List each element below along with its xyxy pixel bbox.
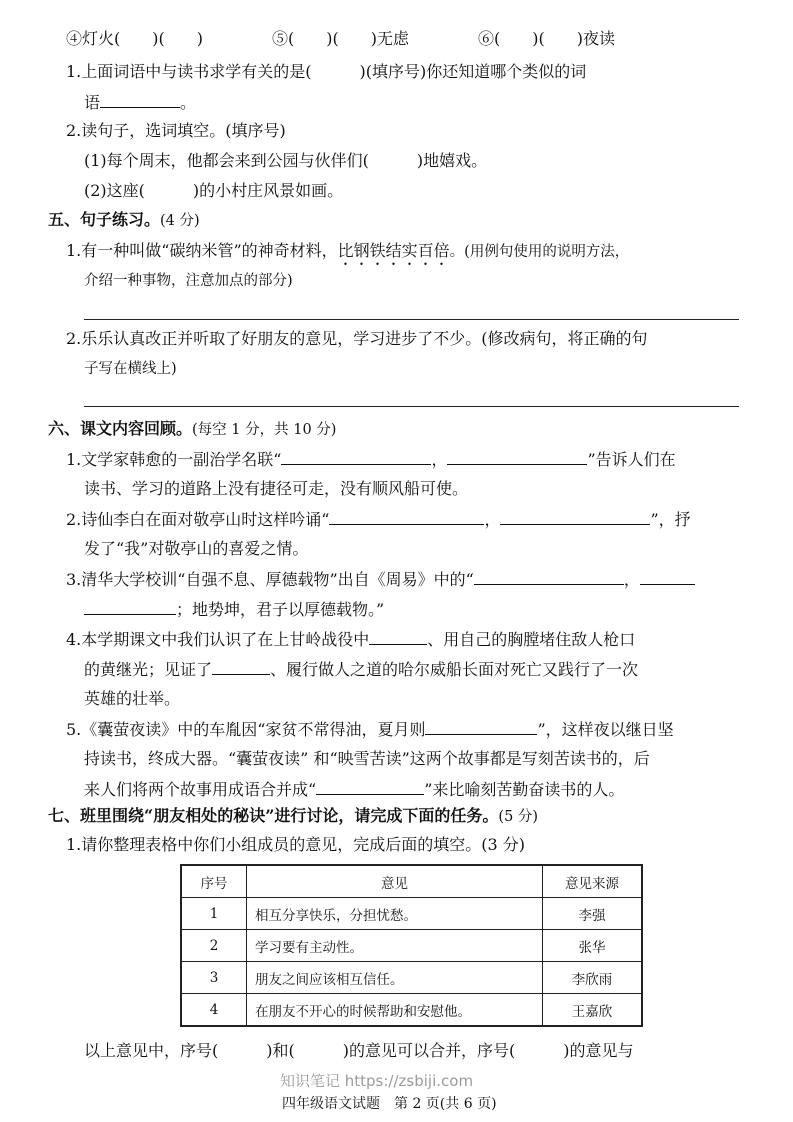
q5-1-line2: 介绍一种事物，注意加点的部分) bbox=[84, 273, 293, 289]
q4-1-line2-post: 。 bbox=[180, 93, 197, 112]
word-item-6: ⑥( )( )夜读 bbox=[478, 29, 615, 48]
dotted-phrase: 比钢铁结实百倍 bbox=[337, 241, 450, 260]
table-row bbox=[181, 994, 642, 1027]
q4-2-sentence-2: (2)这座( )的小村庄风景如画。 bbox=[84, 181, 344, 200]
opinion-table bbox=[180, 864, 643, 1027]
q6-2-tail: ”，抒 bbox=[650, 510, 691, 529]
q5-2-line1: 2.乐乐认真改正并听取了好朋友的意见，学习进步了不少。(修改病句，将正确的句 bbox=[66, 329, 648, 348]
q6-4-line1 bbox=[66, 628, 635, 651]
row-number: 2 bbox=[181, 930, 247, 962]
opinion-text: 相互分享快乐，分担忧愁。 bbox=[247, 898, 543, 930]
q6-4-line2-tail: 、履行做人之道的哈尔威船长面对死亡又践行了一次 bbox=[270, 660, 639, 679]
column-header: 意见来源 bbox=[543, 865, 643, 898]
section-7-heading bbox=[48, 805, 538, 828]
answer-blank[interactable] bbox=[474, 568, 624, 585]
q4-1-line2-pre: 语 bbox=[84, 93, 101, 112]
q6-2-line1 bbox=[66, 508, 691, 531]
row-number: 3 bbox=[181, 962, 247, 994]
q6-4-line2 bbox=[84, 658, 638, 681]
q6-5-line1 bbox=[66, 718, 674, 741]
q6-5-line2: 持读书，终成大器。“囊萤夜读” 和“映雪苦读”这两个故事都是写刻苦读书的，后 bbox=[84, 749, 650, 768]
answer-blank[interactable] bbox=[640, 568, 695, 585]
q4-1-line2 bbox=[84, 91, 196, 114]
answer-blank[interactable] bbox=[447, 448, 587, 465]
q5-1-instruction: 。(用例句使用的说明方法， bbox=[449, 244, 630, 260]
opinion-source: 王嘉欣 bbox=[543, 994, 643, 1027]
word-item-4: ④灯火( )( ) bbox=[66, 29, 203, 48]
word-item-5: ⑤( )( )无虑 bbox=[272, 29, 409, 48]
q6-4-text: 4.本学期课文中我们认识了在上甘岭战役中 bbox=[66, 630, 370, 649]
section-title: 六、课文内容回顾。 bbox=[48, 419, 193, 438]
q6-3-tail: ；地势坤，君子以厚德载物。” bbox=[176, 600, 385, 619]
q6-1-line1 bbox=[66, 448, 676, 471]
answer-blank[interactable] bbox=[425, 718, 537, 735]
q5-2-line2: 子写在横线上) bbox=[84, 361, 177, 377]
q6-1-line2: 读书、学习的道路上没有捷径可走，没有顺风船可使。 bbox=[84, 479, 469, 498]
q4-2-heading: 2.读句子，选词填空。(填序号) bbox=[66, 121, 286, 140]
q6-4-line2-text: 的黄继光；见证了 bbox=[84, 660, 213, 679]
answer-blank[interactable] bbox=[329, 508, 484, 525]
section-score: (每空 1 分，共 10 分) bbox=[192, 422, 337, 438]
q6-3-text: 3.清华大学校训“自强不息、厚德载物”出自《周易》中的“ bbox=[66, 570, 474, 589]
q6-2-text: 2.诗仙李白在面对敬亭山时这样吟诵“ bbox=[66, 510, 330, 529]
q4-2-sentence-1: (1)每个周末，他都会来到公园与伙伴们( )地嬉戏。 bbox=[84, 151, 488, 170]
table-row bbox=[181, 898, 642, 930]
q6-2-comma: ， bbox=[484, 510, 501, 529]
answer-blank[interactable] bbox=[369, 628, 427, 645]
q6-3-line2 bbox=[84, 598, 384, 621]
section-score: (4 分) bbox=[160, 213, 200, 229]
section-title: 七、班里围绕“朋友相处的秘诀”进行讨论，请完成下面的任务。 bbox=[48, 806, 499, 825]
q6-1-text: 1.文学家韩愈的一副治学名联“ bbox=[66, 450, 282, 469]
answer-line[interactable] bbox=[84, 319, 739, 320]
q7-1-instruction: 1.请你整理表格中你们小组成员的意见，完成后面的填空。(3 分) bbox=[66, 835, 526, 854]
opinion-source: 李欣雨 bbox=[543, 962, 643, 994]
section-score: (5 分) bbox=[498, 809, 539, 825]
column-header: 序号 bbox=[181, 865, 247, 898]
opinion-source: 张华 bbox=[543, 930, 643, 962]
watermark: 知识笔记 https://zsbiji.com bbox=[280, 1072, 474, 1090]
table-header-row bbox=[181, 865, 642, 898]
opinion-text: 学习要有主动性。 bbox=[247, 930, 543, 962]
section-6-heading bbox=[48, 418, 336, 441]
q4-1-line1: 1.上面词语中与读书求学有关的是( )(填序号)你还知道哪个类似的词 bbox=[66, 62, 587, 81]
q6-1-tail: ”告诉人们在 bbox=[587, 450, 676, 469]
q6-5-line3-text: 来人们将两个故事用成语合并成“ bbox=[84, 780, 317, 799]
section-5-heading bbox=[48, 209, 200, 232]
page-footer: 四年级语文试题 第 2 页(共 6 页) bbox=[282, 1096, 497, 1112]
section-title: 五、句子练习。 bbox=[48, 210, 161, 229]
row-number: 4 bbox=[181, 994, 247, 1027]
answer-line[interactable] bbox=[84, 406, 739, 407]
q6-4-line3: 英雄的壮举。 bbox=[84, 689, 181, 708]
q5-1-line1 bbox=[66, 240, 629, 269]
q6-5-text: 5.《囊萤夜读》中的车胤因“家贫不常得油，夏月则 bbox=[66, 720, 426, 739]
q6-5-line3-tail: ”来比喻刻苦勤奋读书的人。 bbox=[424, 780, 625, 799]
column-header: 意见 bbox=[247, 865, 543, 898]
opinion-text: 朋友之间应该相互信任。 bbox=[247, 962, 543, 994]
table-row bbox=[181, 930, 642, 962]
answer-blank[interactable] bbox=[500, 508, 650, 525]
q6-5-tail: ”，这样夜以继日坚 bbox=[537, 720, 674, 739]
answer-blank[interactable] bbox=[100, 91, 180, 108]
q6-4-tail: 、用自己的胸膛堵住敌人枪口 bbox=[427, 630, 636, 649]
q6-2-line2: 发了“我”对敬亭山的喜爱之情。 bbox=[84, 539, 309, 558]
answer-blank[interactable] bbox=[84, 598, 176, 615]
answer-blank[interactable] bbox=[212, 658, 270, 675]
q6-3-comma: ， bbox=[623, 570, 640, 589]
q6-3-line1 bbox=[66, 568, 695, 591]
q7-summary: 以上意见中，序号( )和( )的意见可以合并，序号( )的意见与 bbox=[84, 1041, 634, 1060]
opinion-text: 在朋友不开心的时候帮助和安慰他。 bbox=[247, 994, 543, 1027]
q5-1-text: 1.有一种叫做“碳纳米管”的神奇材料， bbox=[66, 241, 338, 260]
answer-blank[interactable] bbox=[316, 778, 424, 795]
q6-1-comma: ， bbox=[431, 450, 448, 469]
table-row bbox=[181, 962, 642, 994]
opinion-source: 李强 bbox=[543, 898, 643, 930]
row-number: 1 bbox=[181, 898, 247, 930]
answer-blank[interactable] bbox=[281, 448, 431, 465]
q6-5-line3 bbox=[84, 778, 624, 801]
